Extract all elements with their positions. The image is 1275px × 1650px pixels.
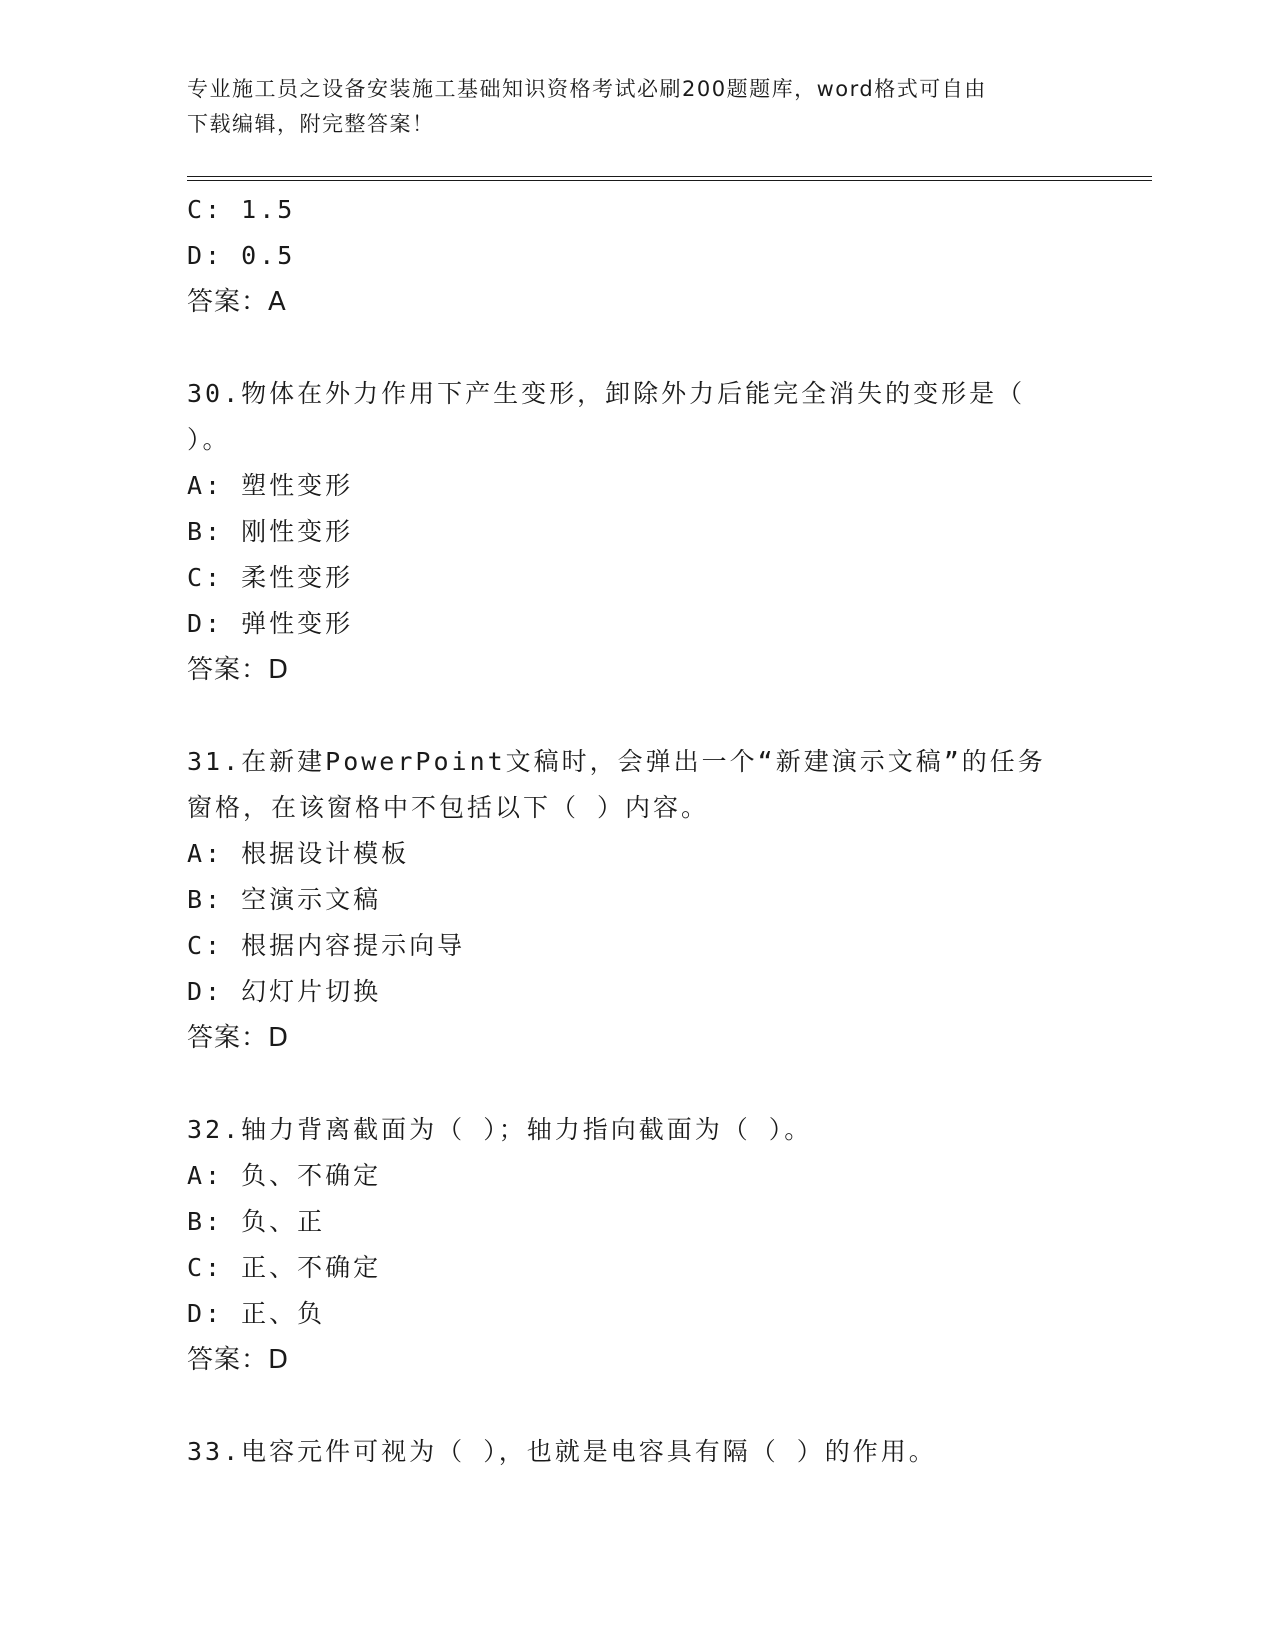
question-stem: 30.物体在外力作用下产生变形，卸除外力后能完全消失的变形是（: [187, 379, 1026, 408]
option-b: B: 刚性变形: [187, 517, 354, 546]
option-b: B: 空演示文稿: [187, 885, 382, 914]
header-title-line1: 专业施工员之设备安装施工基础知识资格考试必刷200题题库，word格式可自由: [187, 77, 987, 101]
answer-line: 答案：D: [187, 1023, 290, 1053]
option-d: D: 幻灯片切换: [187, 977, 382, 1006]
option-d: D: 0.5: [187, 241, 296, 270]
option-c: C: 根据内容提示向导: [187, 931, 466, 960]
question-list: [187, 187, 1067, 1475]
answer-line: 答案：D: [187, 655, 290, 685]
question-stem-continued: ）。: [187, 425, 231, 454]
option-c: C: 正、不确定: [187, 1253, 382, 1282]
question-stem: 32.轴力背离截面为（ ）；轴力指向截面为（ ）。: [187, 1115, 813, 1144]
header-title-line2: 下载编辑，附完整答案！: [187, 112, 435, 136]
question-stem: 31.在新建PowerPoint文稿时，会弹出一个“新建演示文稿”的任务: [187, 747, 1046, 776]
question-32: [187, 1107, 1067, 1383]
question-stem: 33.电容元件可视为（ ），也就是电容具有隔（ ）的作用。: [187, 1437, 937, 1466]
option-c: C: 柔性变形: [187, 563, 354, 592]
option-c: C: 1.5: [187, 195, 296, 224]
question-gap: [187, 693, 1067, 739]
option-b: B: 负、正: [187, 1207, 326, 1236]
question-gap: [187, 325, 1067, 371]
question-29-tail: [187, 187, 1067, 325]
option-a: A: 塑性变形: [187, 471, 354, 500]
answer-line: 答案：A: [187, 287, 287, 317]
header-divider: [187, 176, 1152, 181]
question-30: [187, 371, 1067, 693]
question-stem-continued: 窗格，在该窗格中不包括以下（ ）内容。: [187, 793, 710, 822]
option-a: A: 负、不确定: [187, 1161, 382, 1190]
option-a: A: 根据设计模板: [187, 839, 410, 868]
document-header: [187, 72, 1067, 142]
option-d: D: 弹性变形: [187, 609, 354, 638]
question-31: [187, 739, 1067, 1061]
answer-line: 答案：D: [187, 1345, 290, 1375]
option-d: D: 正、负: [187, 1299, 326, 1328]
question-gap: [187, 1061, 1067, 1107]
question-gap: [187, 1383, 1067, 1429]
question-33: [187, 1429, 1067, 1475]
